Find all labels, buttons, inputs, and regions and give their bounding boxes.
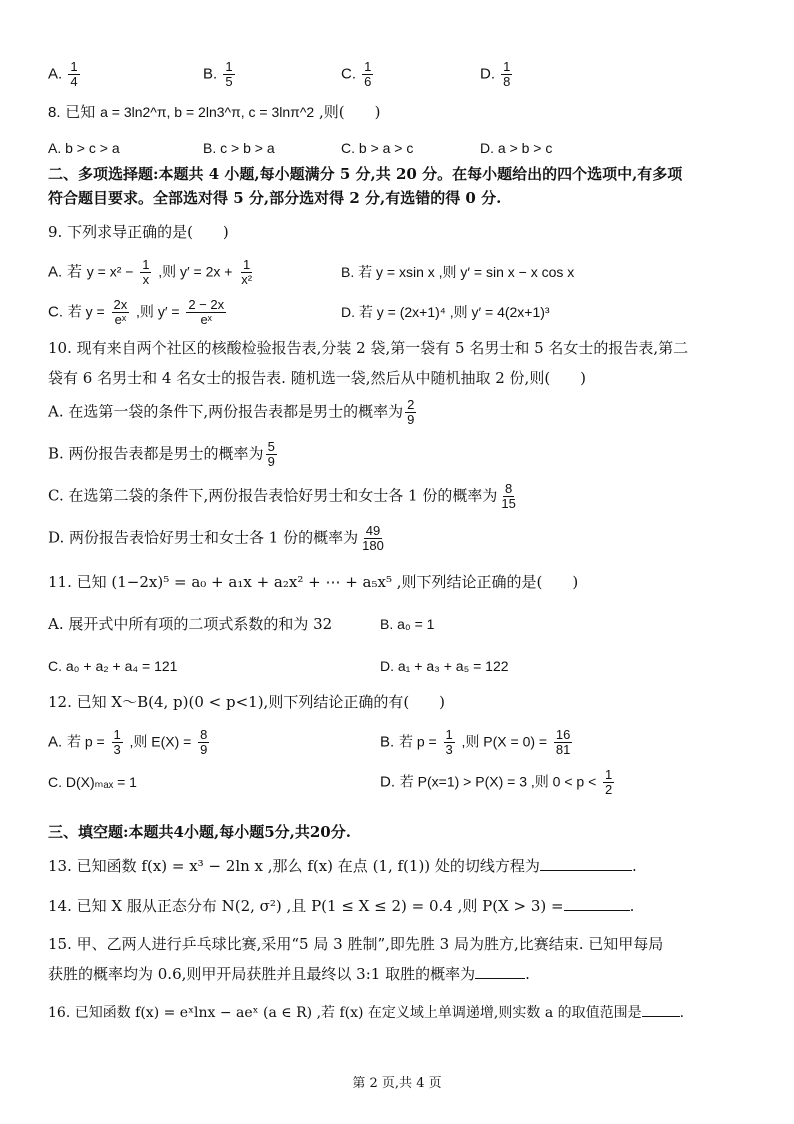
math-expression: ,则 E(X) = bbox=[129, 733, 192, 750]
fraction bbox=[112, 728, 123, 757]
numerator: 1 bbox=[503, 59, 511, 74]
numerator: 8 bbox=[504, 481, 513, 496]
denominator: x² bbox=[241, 272, 253, 287]
page-footer: 第 2 页,共 4 页 bbox=[352, 1076, 442, 1091]
q13-stem bbox=[48, 856, 637, 876]
q12-option-a bbox=[48, 728, 211, 757]
q12-option-b bbox=[380, 728, 574, 757]
q10-stem: 10. 现有来自两个社区的核酸检验报告表,分装 2 袋,第一袋有 5 名男士和 5 名女士的报告表,第二 bbox=[48, 339, 689, 357]
option-label: A. bbox=[48, 263, 63, 281]
fraction bbox=[198, 728, 209, 757]
punctuation: . bbox=[631, 857, 637, 875]
math-expression: ,则 y′ = 2x + bbox=[158, 263, 233, 280]
answer-blank[interactable] bbox=[642, 1002, 680, 1017]
denominator: x bbox=[142, 272, 150, 287]
math-expression: 若 P(x=1) > P(X) = 3 ,则 0 < p < bbox=[399, 773, 597, 790]
numerator: 49 bbox=[365, 523, 381, 538]
option-label: D. bbox=[380, 773, 395, 791]
punctuation: . bbox=[679, 1005, 685, 1021]
numerator: 1 bbox=[364, 59, 372, 74]
q9-option-c bbox=[48, 298, 228, 327]
numerator: 1 bbox=[445, 727, 453, 742]
question-text: 14. 已知 X 服从正态分布 N(2, σ²) ,且 P(1 ≤ X ≤ 2) = 0.4 ,则 P(X > 3) = bbox=[48, 897, 564, 915]
fraction bbox=[362, 60, 373, 89]
fraction bbox=[68, 60, 79, 89]
numerator: 1 bbox=[113, 727, 121, 742]
q9-option-d: D. 若 y = (2x+1)⁴ ,则 y′ = 4(2x+1)³ bbox=[341, 304, 550, 320]
q16-stem bbox=[48, 1002, 684, 1023]
math-expression: y = x² − bbox=[86, 263, 134, 280]
denominator: eˣ bbox=[200, 312, 212, 327]
q12-option-d bbox=[380, 768, 616, 797]
answer-blank[interactable] bbox=[564, 896, 630, 911]
option-label: D. bbox=[480, 65, 495, 83]
q8-stem bbox=[48, 102, 380, 123]
q8-option-d: D. a > b > c bbox=[480, 140, 553, 156]
denominator: 4 bbox=[70, 74, 78, 89]
denominator: 8 bbox=[503, 74, 511, 89]
q15-stem: 15. 甲、乙两人进行乒乓球比赛,采用“5 局 3 胜制”,即先胜 3 局为胜方,比赛结束. 已知甲每局 bbox=[48, 935, 664, 953]
q9-option-b: B. 若 y = xsin x ,则 y′ = sin x − x cos x bbox=[341, 264, 575, 280]
section-2-header: 二、多项选择题:本题共 4 小题,每小题满分 5 分,共 20 分。在每小题给出的四个选项中,有多项 bbox=[48, 165, 683, 183]
numerator: 1 bbox=[225, 59, 233, 74]
numerator: 8 bbox=[200, 727, 208, 742]
fraction bbox=[239, 258, 254, 287]
answer-blank[interactable] bbox=[540, 856, 632, 871]
denominator: 9 bbox=[200, 742, 208, 757]
math-expression: 若 p = bbox=[398, 733, 437, 750]
math-expression: ,则 y′ = bbox=[136, 303, 180, 320]
fraction bbox=[360, 524, 386, 553]
question-text: 获胜的概率均为 0.6,则甲开局获胜并且最终以 3:1 取胜的概率为 bbox=[48, 965, 476, 983]
q9-option-a bbox=[48, 258, 256, 287]
numerator: 1 bbox=[605, 767, 613, 782]
numerator: 1 bbox=[70, 59, 78, 74]
numerator: 5 bbox=[267, 439, 275, 454]
math-expression: ,则 P(X = 0) = bbox=[461, 733, 548, 750]
q10-option-b bbox=[48, 440, 279, 474]
question-text: ,则( ) bbox=[318, 103, 381, 121]
math-expression: 若 y = bbox=[67, 303, 105, 320]
numerator: 16 bbox=[555, 727, 571, 742]
q12-option-c: C. D(X)ₘₐₓ = 1 bbox=[48, 774, 137, 790]
q11-option-b: B. a₀ = 1 bbox=[380, 616, 435, 632]
punctuation: . bbox=[629, 897, 635, 915]
numerator: 2 − 2x bbox=[188, 297, 225, 312]
fraction bbox=[405, 398, 416, 427]
option-text: C. 在选第二袋的条件下,两份报告表恰好男士和女士各 1 份的概率为 bbox=[48, 486, 498, 505]
option-text: D. 两份报告表恰好男士和女士各 1 份的概率为 bbox=[48, 528, 359, 547]
numerator: 1 bbox=[243, 257, 251, 272]
fraction bbox=[186, 298, 226, 327]
question-text: 13. 已知函数 f(x) = x³ − 2ln x ,那么 f(x) 在点 (1, f(1)) 处的切线方程为 bbox=[48, 857, 540, 875]
q14-stem bbox=[48, 896, 634, 916]
denominator: eˣ bbox=[114, 312, 127, 327]
option-text: 若 bbox=[66, 262, 82, 281]
q11-option-c: C. a₀ + a₂ + a₄ = 121 bbox=[48, 658, 178, 674]
q10-option-a bbox=[48, 398, 418, 432]
option-text: B. 两份报告表都是男士的概率为 bbox=[48, 444, 264, 463]
q11-option-d: D. a₁ + a₃ + a₅ = 122 bbox=[380, 658, 509, 674]
q7-option-d bbox=[480, 60, 514, 89]
denominator: 9 bbox=[407, 412, 415, 427]
question-text: 16. 已知函数 f(x) = eˣlnx − aeˣ (a ∈ R) ,若 f(x) 在定义域上单调递增,则实数 a 的取值范围是 bbox=[48, 1005, 642, 1021]
numerator: 2x bbox=[113, 297, 128, 312]
fraction bbox=[501, 60, 512, 89]
q8-option-a: A. b > c > a bbox=[48, 140, 120, 156]
q10-option-d bbox=[48, 524, 388, 558]
q10-option-c bbox=[48, 482, 520, 516]
denominator: 3 bbox=[445, 742, 453, 757]
denominator: 6 bbox=[364, 74, 372, 89]
q10-stem-cont: 袋有 6 名男士和 4 名女士的报告表. 随机选一袋,然后从中随机抽取 2 份,则( ) bbox=[48, 369, 587, 387]
fraction bbox=[223, 60, 234, 89]
fraction bbox=[266, 440, 277, 469]
math-expression: 若 p = bbox=[66, 733, 105, 750]
question-text: 已知 bbox=[65, 103, 96, 121]
math-expression: a = 3ln2^π, b = 2ln3^π, c = 3lnπ^2 bbox=[100, 104, 315, 120]
option-label: A. bbox=[48, 733, 63, 751]
option-label: B. bbox=[380, 733, 395, 751]
q7-option-b bbox=[203, 60, 237, 89]
q8-option-b: B. c > b > a bbox=[203, 140, 275, 156]
option-label: B. bbox=[203, 65, 218, 83]
denominator: 15 bbox=[501, 496, 516, 511]
fraction bbox=[444, 728, 455, 757]
option-label: A. bbox=[48, 65, 63, 83]
q11-stem: 11. 已知 (1−2x)⁵ = a₀ + a₁x + a₂x² + ⋯ + a₅x⁵ ,则下列结论正确的是( ) bbox=[48, 573, 579, 591]
denominator: 2 bbox=[605, 782, 613, 797]
q9-stem: 9. 下列求导正确的是( ) bbox=[48, 223, 229, 241]
q15-stem-cont bbox=[48, 964, 530, 984]
fraction bbox=[603, 768, 614, 797]
option-label: C. bbox=[48, 303, 63, 321]
numerator: 1 bbox=[142, 257, 150, 272]
q7-option-c bbox=[341, 60, 375, 89]
denominator: 81 bbox=[555, 742, 571, 757]
answer-blank[interactable] bbox=[475, 964, 525, 979]
section-3-header: 三、填空题:本题共4小题,每小题5分,共20分. bbox=[48, 823, 351, 841]
section-2-header-cont: 符合题目要求。全部选对得 5 分,部分选对得 2 分,有选错的得 0 分. bbox=[48, 189, 502, 207]
fraction bbox=[140, 258, 151, 287]
option-label: C. bbox=[341, 65, 356, 83]
q8-option-c: C. b > a > c bbox=[341, 140, 414, 156]
question-number: 8. bbox=[48, 104, 61, 121]
q11-option-a: A. 展开式中所有项的二项式系数的和为 32 bbox=[48, 615, 333, 633]
fraction bbox=[554, 728, 572, 757]
denominator: 180 bbox=[362, 538, 384, 553]
q12-stem: 12. 已知 X～B(4, p)(0 < p<1),则下列结论正确的有( ) bbox=[48, 693, 446, 711]
fraction bbox=[112, 298, 130, 327]
denominator: 5 bbox=[225, 74, 233, 89]
numerator: 2 bbox=[407, 397, 415, 412]
option-text: A. 在选第一袋的条件下,两份报告表都是男士的概率为 bbox=[48, 402, 404, 421]
denominator: 3 bbox=[113, 742, 121, 757]
fraction bbox=[499, 482, 517, 511]
denominator: 9 bbox=[267, 454, 275, 469]
punctuation: . bbox=[525, 965, 530, 983]
q7-option-a bbox=[48, 60, 82, 89]
